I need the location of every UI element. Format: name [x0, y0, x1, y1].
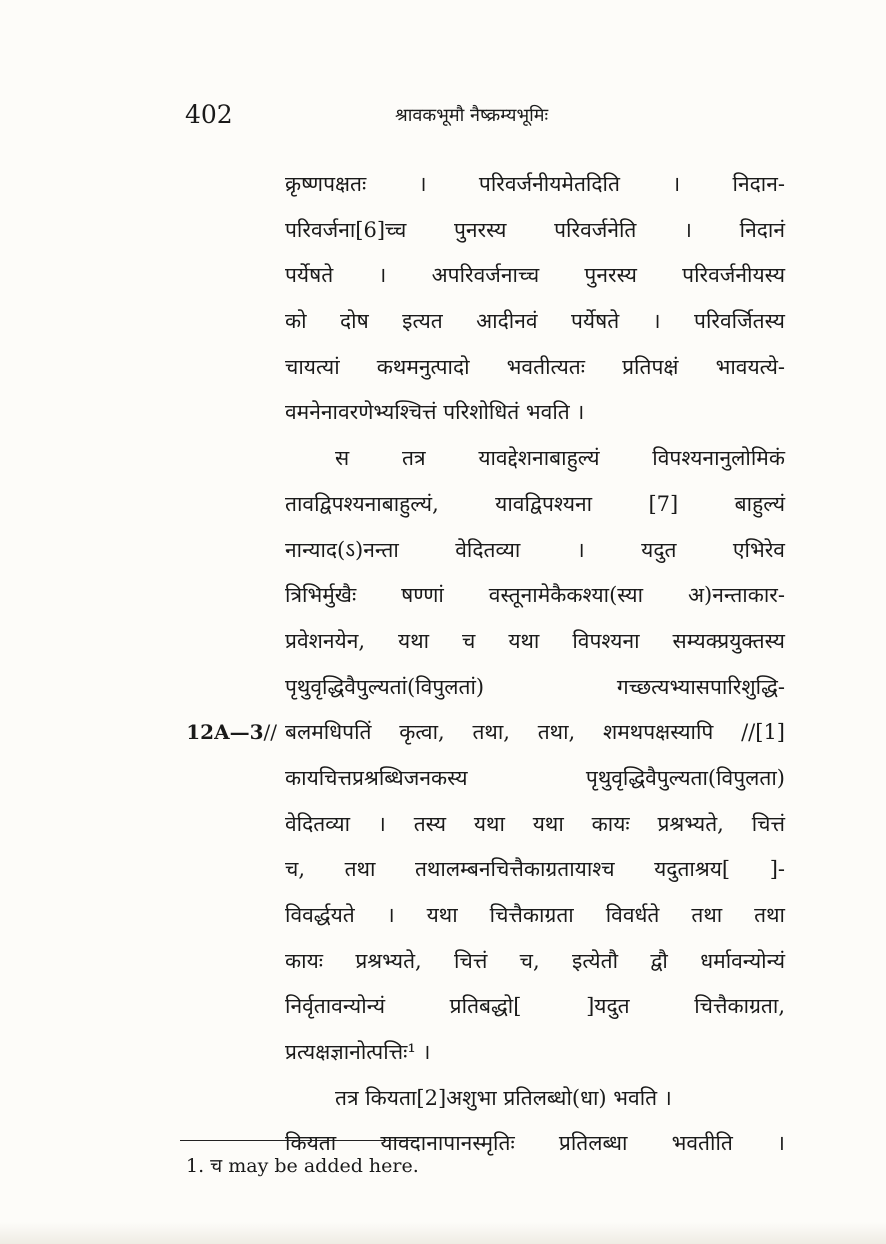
- text-line: पृथुवृद्धिवैपुल्यतां(विपुलतां) गच्छत्यभ्यासपारिशुद्धि-: [285, 674, 785, 699]
- text-line: प्रवेशनयेन, यथा च यथा विपश्यना सम्यक्प्रयुक्तस्य: [285, 628, 785, 653]
- text-line: क्रृष्णपक्षतः । परिवर्जनीयमेतदिति । निदान-: [285, 172, 785, 196]
- margin-folio-note: [186, 710, 277, 756]
- text-line-content: बलमधिपतिं कृत्वा, तथा, तथा, शमथपक्षस्यापि //[1]: [285, 720, 785, 745]
- running-head: श्रावकभूमौ नैष्क्रम्यभूमिः: [395, 105, 549, 126]
- text-line-paragraph-start: स तत्र यावद्देशनाबाहुल्यं विपश्यनानुलोमिकं: [335, 446, 785, 471]
- text-line: को दोष इत्यत आदीनवं पर्येषते । परिवर्जितस्य: [285, 309, 785, 334]
- text-line: चायत्यां कथमनुत्पादो भवतीत्यतः प्रतिपक्षं भावयत्ये-: [285, 354, 785, 379]
- text-line: कायचित्तप्रश्रब्धिजनकस्य पृथुवृद्धिवैपुल्यता(विपुलता): [285, 765, 785, 790]
- page-bottom-edge: [0, 1222, 886, 1244]
- text-line: तावद्विपश्यनाबाहुल्यं, यावद्विपश्यना [7] बाहुल्यं: [285, 491, 785, 516]
- margin-folio-slashes: //: [263, 720, 277, 745]
- text-line: निर्वृतावन्योन्यं प्रतिबद्धो[ ]यदुत चित्तैकाग्रता,: [285, 994, 785, 1019]
- text-line: कियता यावदानापानस्मृतिः प्रतिलब्धा भवतीति ।: [285, 1131, 785, 1156]
- text-line: नान्याद(ऽ)नन्ता वेदितव्या । यदुत एभिरेव: [285, 537, 785, 562]
- margin-folio-label: 12A—3: [186, 720, 264, 745]
- text-line: वमनेनावरणेभ्यश्चित्तं परिशोधितं भवति ।: [285, 400, 585, 425]
- page-number: 402: [185, 100, 233, 129]
- footnote-rule: [180, 1140, 416, 1141]
- footnote: 1. च may be added here.: [186, 1155, 419, 1177]
- text-line: त्रिभिर्मुखैः षण्णां वस्तूनामेकैकश्या(स्या अ)नन्ताकार-: [285, 583, 785, 608]
- text-line: परिवर्जना[6]च्च पुनरस्य परिवर्जनेति । निदानं: [285, 217, 785, 242]
- text-line: च, तथा तथालम्बनचित्तैकाग्रतायाश्च यदुताश्रय[ ]-: [285, 857, 785, 882]
- text-line-paragraph-start: तत्र कियता[2]अशुभा प्रतिलब्धो(धा) भवति ।: [335, 1085, 672, 1110]
- text-line: प्रत्यक्षज्ञानोत्पत्तिः¹ ।: [285, 1040, 431, 1065]
- text-line: विवर्द्धयते । यथा चित्तैकाग्रता विवर्धते तथा तथा: [285, 903, 785, 927]
- text-line: वेदितव्या । तस्य यथा यथा कायः प्रश्रभ्यते, चित्तं: [285, 811, 785, 836]
- text-line: कायः प्रश्रभ्यते, चित्तं च, इत्येतौ द्वौ धर्मावन्योन्यं: [285, 948, 785, 973]
- text-line-with-margin-note: [186, 710, 785, 756]
- text-line: पर्येषते । अपरिवर्जनाच्च पुनरस्य परिवर्जनीयस्य: [285, 263, 785, 288]
